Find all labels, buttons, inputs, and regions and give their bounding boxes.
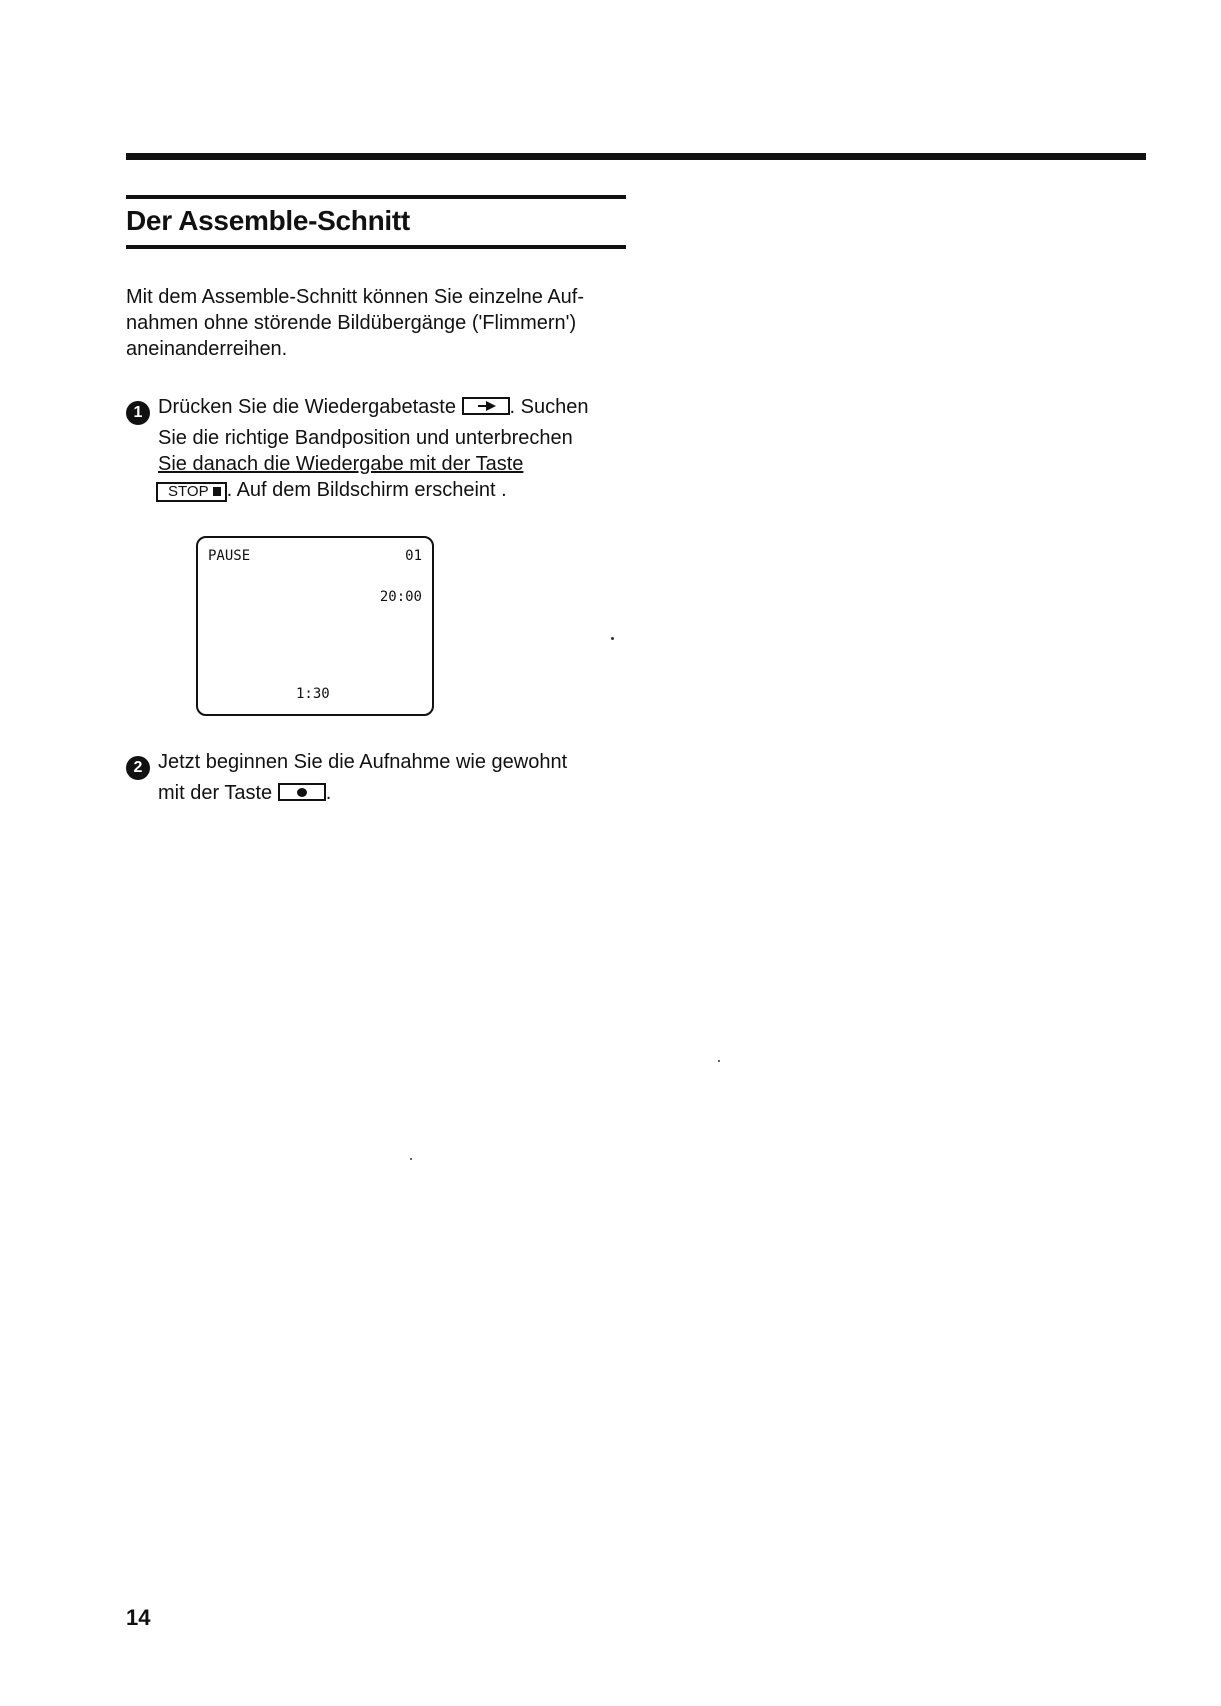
section-title: Der Assemble-Schnitt	[126, 205, 410, 236]
scan-speck	[611, 637, 614, 640]
step-1-text-suffix: . Suchen	[509, 396, 589, 418]
screen-time: 20:00	[379, 589, 422, 605]
top-rule	[126, 153, 1146, 160]
intro-line: aneinanderreihen.	[126, 338, 288, 360]
step-1-line-4-text: . Auf dem Bildschirm erscheint .	[226, 479, 507, 501]
step-2-line-2	[126, 780, 567, 806]
screen-counter: 1:30	[296, 686, 330, 702]
step-1-line-3: Sie danach die Wiedergabe mit der Taste	[158, 453, 524, 475]
step-2-text-prefix: mit der Taste	[158, 782, 273, 804]
step-1	[126, 394, 588, 503]
screen-status: PAUSE	[208, 548, 251, 564]
page-number: 14	[126, 1605, 151, 1630]
play-key-icon	[462, 397, 510, 415]
scan-speck	[410, 1158, 412, 1160]
step-1-text: Drücken Sie die Wiedergabetaste	[158, 396, 456, 418]
step-2-line-1	[126, 749, 567, 780]
stop-key-icon	[156, 482, 227, 502]
step-1-line-4	[126, 477, 588, 503]
stop-key-label: STOP	[168, 483, 209, 500]
intro-line: Mit dem Assemble-Schnitt können Sie einzelne Auf-	[126, 286, 585, 308]
step-number-badge: 1	[126, 401, 150, 425]
section-rule-top	[126, 195, 626, 199]
section-rule-bottom	[126, 245, 626, 249]
screen-channel: 01	[405, 548, 422, 564]
step-2-text-suffix: .	[325, 782, 332, 804]
tv-screen-illustration	[196, 536, 434, 716]
step-2-text: Jetzt beginnen Sie die Aufnahme wie gewohnt	[158, 751, 568, 773]
step-1-line-2: Sie die richtige Bandposition und unterbrechen	[158, 427, 573, 449]
step-2	[126, 749, 567, 806]
record-key-icon	[278, 783, 326, 801]
step-number-badge: 2	[126, 756, 150, 780]
stop-square-icon	[213, 487, 221, 496]
step-1-line-1	[126, 394, 588, 425]
intro-paragraph	[126, 284, 636, 362]
intro-line: nahmen ohne störende Bildübergänge ('Flimmern')	[126, 312, 577, 334]
scan-speck	[718, 1060, 720, 1062]
